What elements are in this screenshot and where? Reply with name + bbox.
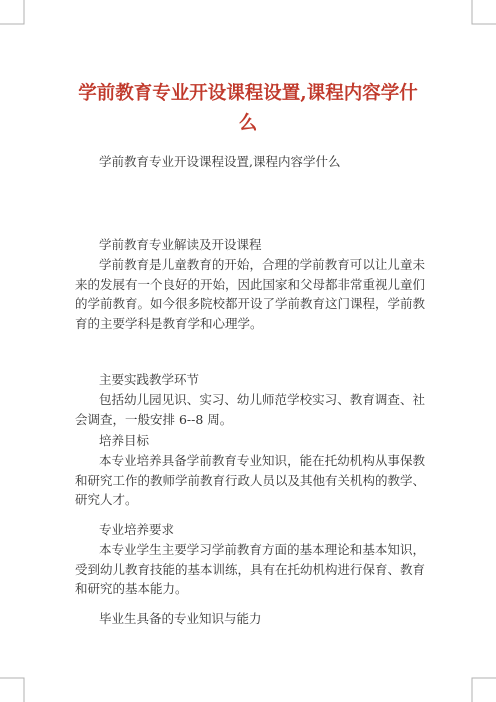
section-practice [75,370,425,429]
corner-crop-mark-icon [0,0,40,40]
corner-crop-mark-icon [0,662,40,702]
section-heading: 主要实践教学环节 [99,372,200,387]
section-paragraph: 本专业学生主要学习学前教育方面的基本理论和基本知识，受到幼儿教育技能的基本训练，具有在托幼机构进行保育、教育和研究的基本能力。 [75,541,426,597]
section-heading: 毕业生具备的专业知识与能力 [99,611,262,626]
section-heading: 专业培养要求 [99,522,175,537]
corner-crop-mark-icon [456,662,496,702]
corner-crop-mark-icon [456,0,496,40]
section-paragraph: 本专业培养具备学前教育专业知识，能在托幼机构从事保教和研究工作的教师学前教育行政人员以及其他有关机构的教学、研究人才。 [75,452,426,508]
section-paragraph: 包括幼儿园见识、实习、幼儿师范学校实习、教育调查、社会调查，一般安排 6--8 周。 [75,391,425,427]
section-abilities [75,609,425,629]
section-intro [75,235,425,334]
document-subtitle: 学前教育专业开设课程设置,课程内容学什么 [99,154,341,169]
section-heading: 培养目标 [99,433,150,448]
document-title: 学前教育专业开设课程设置,课程内容学什么 [78,83,418,134]
section-requirements [75,520,425,599]
section-paragraph: 学前教育是儿童教育的开始，合理的学前教育可以让儿童未来的发展有一个良好的开始，因此国家和父母都非常重视儿童们的学前教育。如今很多院校都开设了学前教育这门课程，学前教育的主要学科是教育学和心理学。 [75,256,426,332]
section-goal [75,431,425,510]
section-heading: 学前教育专业解读及开设课程 [99,237,262,252]
